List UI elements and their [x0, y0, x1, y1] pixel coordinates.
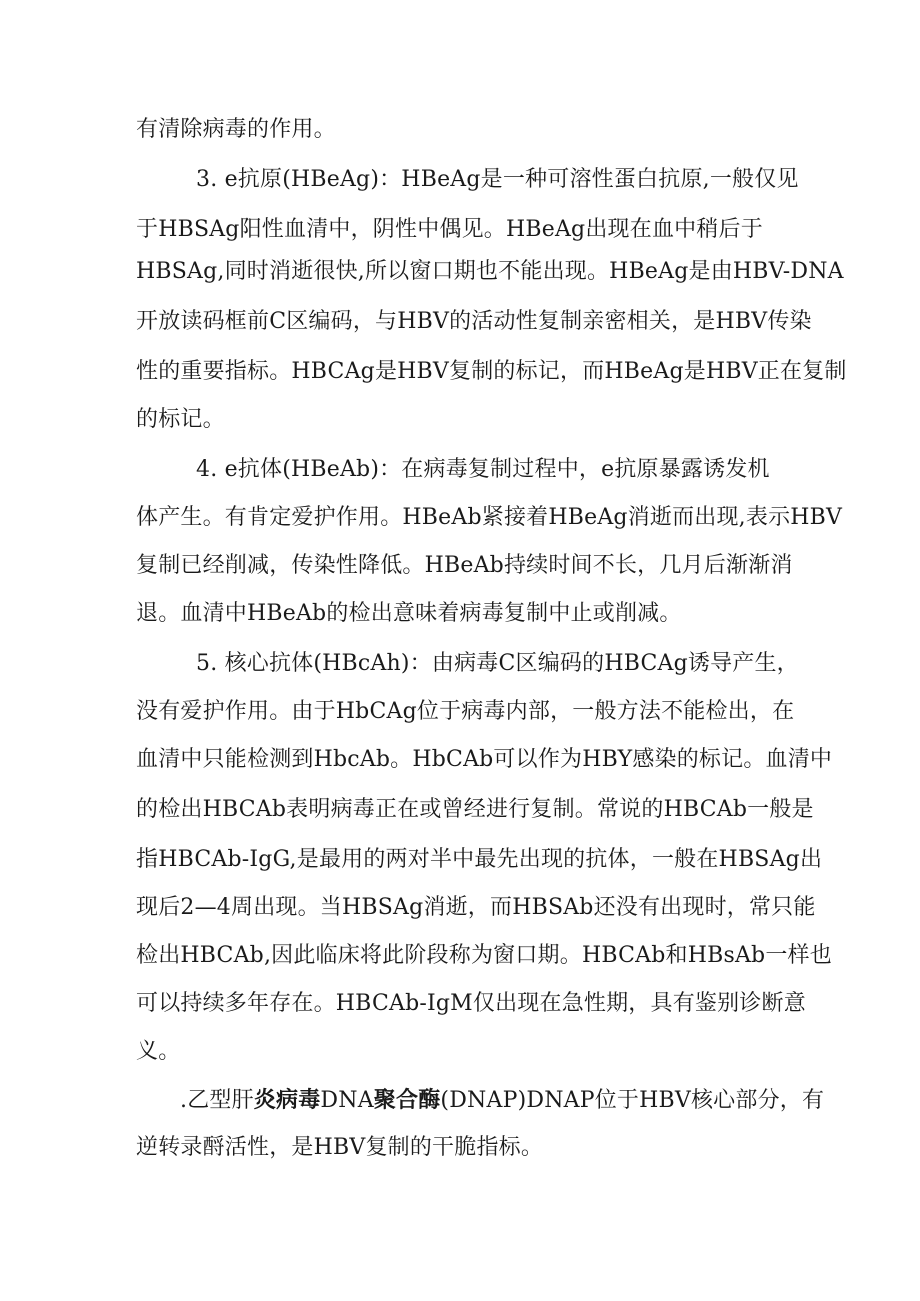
- text-line: 体产生。有肯定爱护作用。HBeAb紧接着HBeAg消逝而出现,表示HBV: [136, 505, 843, 530]
- text-line: 义。: [136, 1039, 181, 1064]
- text-segment: DNA: [320, 1088, 374, 1113]
- text-line: 的检出HBCAb表明病毒正在或曾经进行复制。常说的HBCAb一般是: [136, 797, 814, 822]
- text-line: 于HBSAg阳性血清中，阴性中偶见。HBeAg出现在血中稍后于: [136, 217, 763, 242]
- text-segment: .乙型肝: [180, 1088, 254, 1113]
- text-line: 有清除病毒的作用。: [136, 117, 336, 142]
- text-segment: (DNAP)DNAP位于HBV核心部分，有: [440, 1088, 825, 1113]
- text-line: 可以持续多年存在。HBCAb-IgM仅出现在急性期，具有鉴别诊断意: [136, 991, 806, 1016]
- text-line: 逆转录酹活性，是HBV复制的干脆指标。: [136, 1135, 544, 1160]
- text-line: 指HBCAb-IgG,是最用的两对半中最先出现的抗体，一般在HBSAg出: [136, 847, 823, 872]
- text-line: 没有爱护作用。由于HbCAg位于病毒内部，一般方法不能检出，在: [136, 699, 795, 724]
- text-line: HBSAg,同时消逝很快,所以窗口期也不能出现。HBeAg是由HBV-DNA: [136, 259, 844, 284]
- text-line: 血清中只能检测到HbcAb。HbCAb可以作为HBY感染的标记。血清中: [136, 747, 833, 772]
- text-line: 的标记。: [136, 407, 225, 432]
- text-segment-bold: 炎病毒: [253, 1087, 321, 1113]
- text-segment-bold: 聚合酶: [373, 1087, 441, 1113]
- text-line: 5. 核心抗体(HBcAh)：由病毒C区编码的HBCAg诱导产生，: [196, 651, 799, 676]
- text-line: 性的重要指标。HBCAg是HBV复制的标记，而HBeAg是HBV正在复制: [136, 359, 847, 384]
- text-line: 3. e抗原(HBeAg)：HBeAg是一种可溶性蛋白抗原,一般仅见: [196, 167, 799, 192]
- text-line: 检出HBCAb,因此临床将此阶段称为窗口期。HBCAb和HBsAb一样也: [136, 943, 832, 968]
- text-line: 4. e抗体(HBeAb)：在病毒复制过程中，e抗原暴露诱发机: [196, 457, 770, 482]
- text-line: 现后2—4周出现。当HBSAg消逝，而HBSAb还没有出现时，常只能: [136, 895, 816, 920]
- text-line: 复制已经削减，传染性降低。HBeAb持续时间不长，几月后渐渐消: [136, 553, 793, 578]
- text-line-mixed: [180, 1086, 824, 1114]
- text-line: 退。血清中HBeAb的检出意味着病毒复制中止或削减。: [136, 601, 682, 626]
- text-line: 开放读码框前C区编码，与HBV的活动性复制亲密相关，是HBV传染: [136, 309, 812, 334]
